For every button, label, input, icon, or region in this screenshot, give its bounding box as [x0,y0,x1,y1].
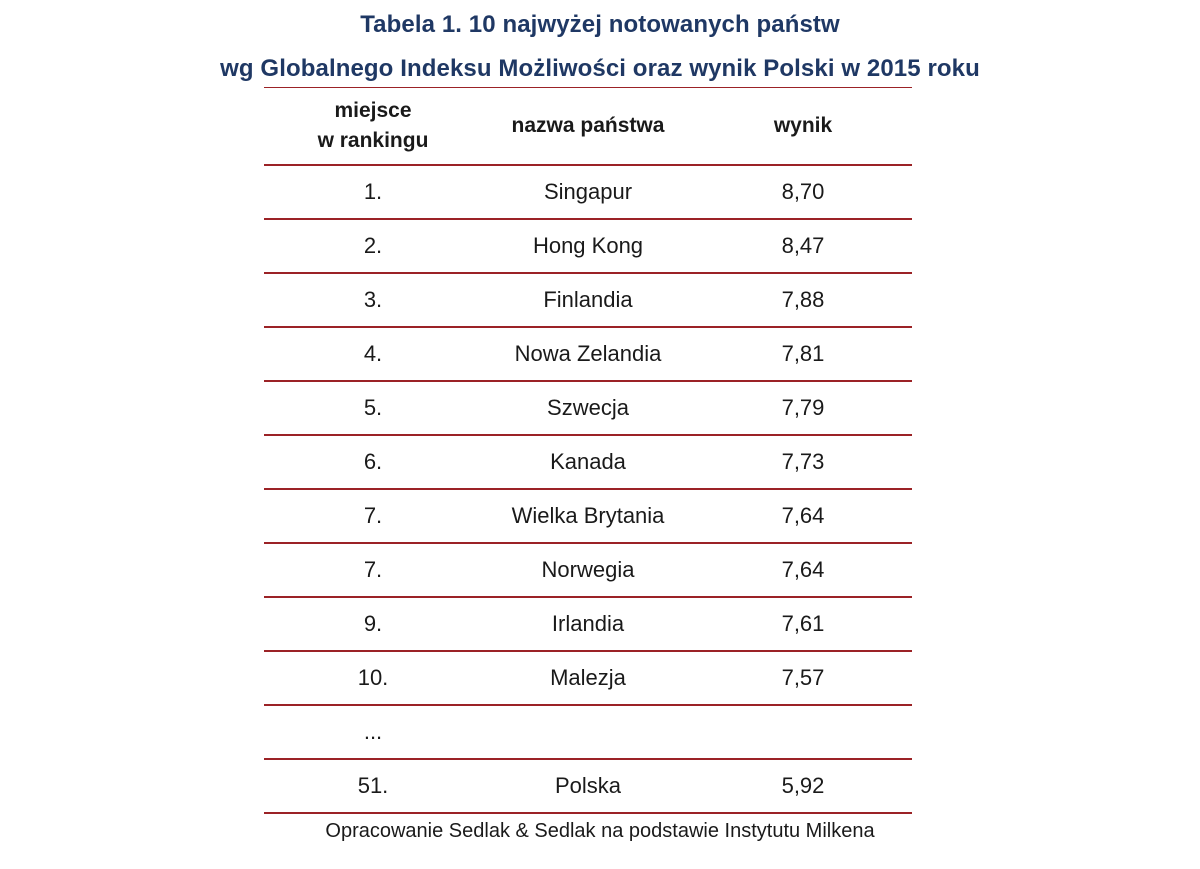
cell-rank: 1. [363,179,383,204]
cell-country: Wielka Brytania [511,503,665,528]
table-row [264,220,912,274]
cell-country: Malezja [550,665,626,690]
cell-score: 7,61 [781,611,825,636]
header-score: wynik [773,114,833,137]
cell-country: Hong Kong [532,233,644,258]
cell-rank: 9. [363,611,383,636]
cell-country: Finlandia [543,287,633,312]
source-note: Opracowanie Sedlak & Sedlak na podstawie Instytutu Milkena [325,820,875,842]
header-country: nazwa państwa [511,114,665,137]
table-header-row [264,88,912,166]
cell-country: Nowa Zelandia [514,341,662,366]
cell-rank: 2. [363,233,383,258]
table-row [264,544,912,598]
table-row [264,436,912,490]
table-title-line-2: wg Globalnego Indeksu Możliwości oraz wynik Polski w 2015 roku [220,55,980,82]
cell-rank: 7. [363,503,383,528]
cell-score: 7,64 [781,503,825,528]
cell-country: Singapur [543,179,633,204]
cell-rank: ... [363,719,383,744]
cell-rank: 7. [363,557,383,582]
cell-score: 7,81 [781,341,825,366]
table-row [264,166,912,220]
table-row [264,328,912,382]
table-row [264,490,912,544]
table-row-poland [264,760,912,814]
cell-rank: 3. [363,287,383,312]
cell-score: 5,92 [781,773,825,798]
cell-country: Kanada [550,449,626,474]
cell-score: 7,64 [781,557,825,582]
cell-country: Irlandia [551,611,625,636]
header-rank [264,96,482,156]
cell-score: 7,73 [781,449,825,474]
cell-country: Polska [554,773,622,798]
table-row [264,382,912,436]
header-rank-line-1: miejsce [334,99,412,122]
cell-rank: 6. [363,449,383,474]
cell-score: 8,47 [781,233,825,258]
ranking-table [264,87,912,814]
cell-rank: 5. [363,395,383,420]
cell-rank: 4. [363,341,383,366]
cell-score: 8,70 [781,179,825,204]
cell-score: 7,79 [781,395,825,420]
cell-country: Szwecja [547,395,629,420]
header-rank-line-2: w rankingu [317,129,429,152]
cell-score: 7,57 [781,665,825,690]
cell-rank: 10. [357,665,389,690]
cell-country: Norwegia [541,557,635,582]
table-row [264,652,912,706]
table-title-line-1: Tabela 1. 10 najwyżej notowanych państw [360,11,840,38]
table-row-ellipsis [264,706,912,760]
cell-score: 7,88 [781,287,825,312]
cell-rank: 51. [357,773,389,798]
table-row [264,598,912,652]
table-row [264,274,912,328]
